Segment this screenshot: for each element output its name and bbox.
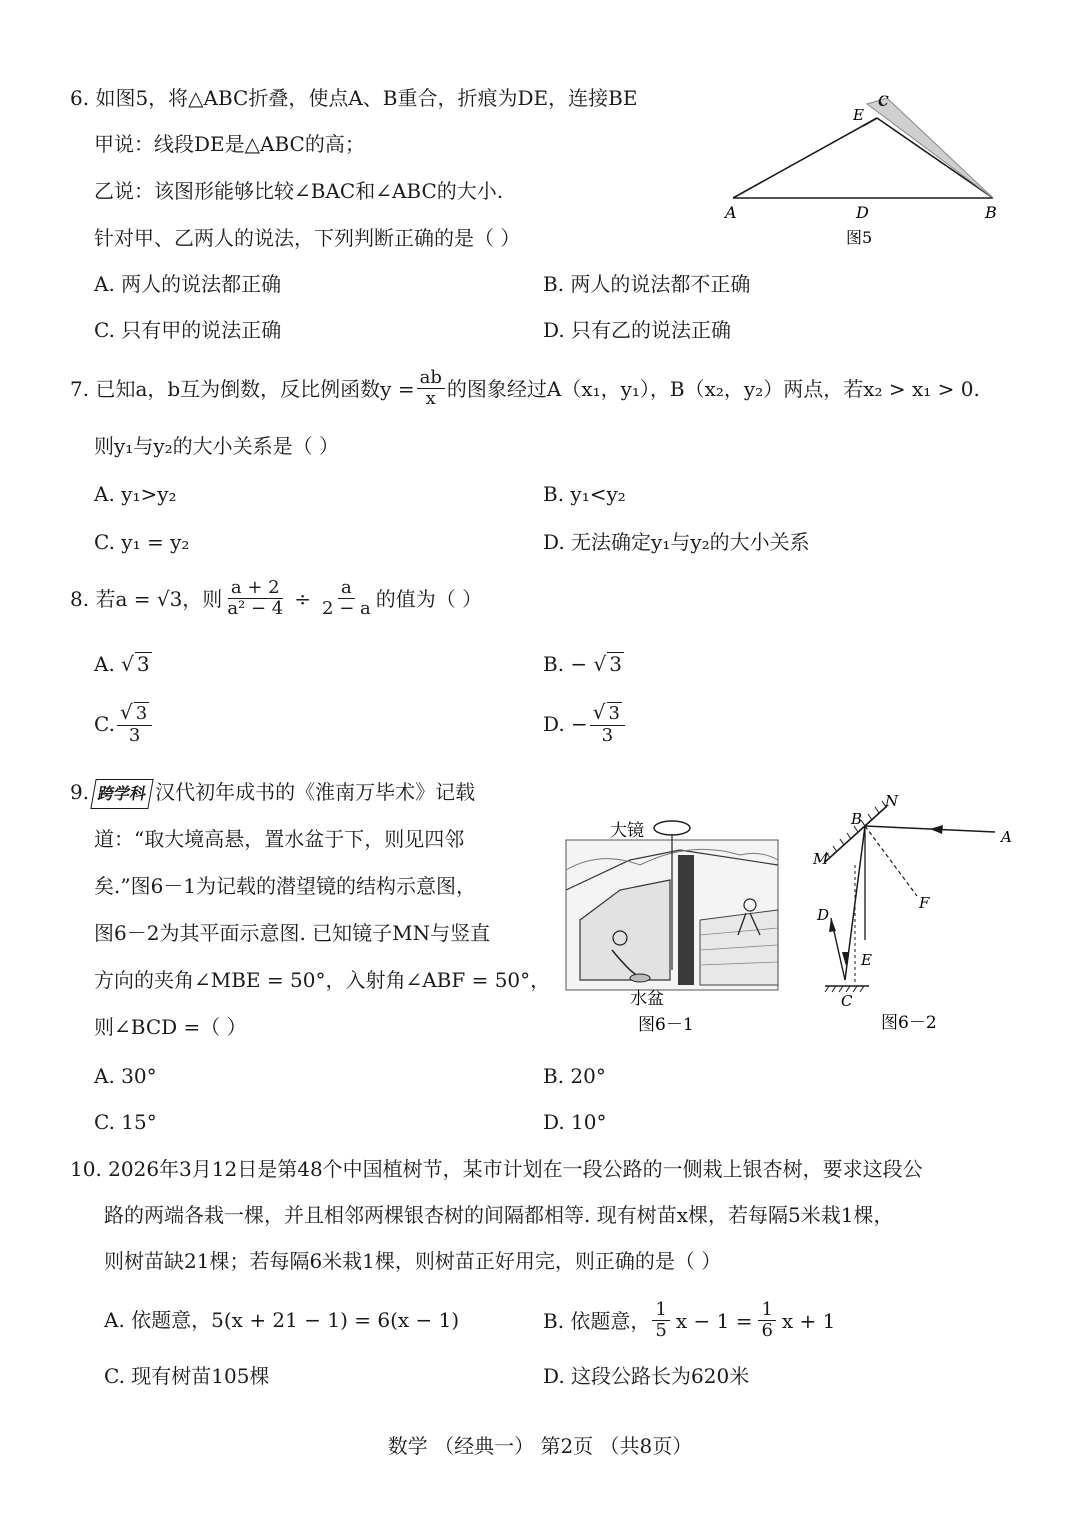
fig6-2-label-d: D: [817, 906, 830, 924]
q10-option-b-n1: 1: [652, 1300, 669, 1321]
q10-option-b-prefix: B. 依题意，: [543, 1308, 651, 1333]
q6-jia-statement: 甲说：线段DE是△ABC的高；: [94, 132, 365, 156]
q9-option-c[interactable]: C. 15°: [94, 1110, 157, 1134]
q7-option-b[interactable]: B. y₁<y₂: [543, 482, 626, 506]
q8-option-a-label: A.: [94, 652, 115, 676]
q8-stem-suffix: 的值为（ ）: [375, 586, 483, 611]
fig5-label-e: E: [853, 106, 864, 124]
q8-option-d-num: 3: [608, 703, 620, 724]
q10-option-c[interactable]: C. 现有树苗105棵: [104, 1364, 270, 1388]
q8-option-d[interactable]: [543, 702, 627, 746]
q8-option-c-fraction: [117, 702, 152, 746]
q10-line-1: 10. 2026年3月12日是第48个中国植树节，某市计划在一段公路的一侧栽上银杏树，要求这段公: [70, 1157, 923, 1181]
sqrt-icon: √: [592, 700, 606, 724]
fig6-1-mirror-label: 大镜: [610, 821, 644, 841]
q10-option-a[interactable]: A. 依题意，5(x + 21 − 1) = 6(x − 1): [104, 1308, 460, 1332]
fig6-2-label-c: C: [841, 992, 853, 1010]
q8-divide-sign: ÷: [294, 586, 312, 611]
q10-option-b-suffix: x + 1: [781, 1308, 836, 1333]
q10-option-b-middle: x − 1 =: [675, 1308, 753, 1333]
q8-option-b-label: B. −: [543, 652, 588, 676]
q7-frac-den: x: [425, 388, 436, 409]
q9-line-4: 图6－2为其平面示意图. 已知镜子MN与竖直: [94, 921, 491, 945]
figure-5-triangle: [715, 90, 1015, 255]
q8-option-b-radicand: 3: [609, 652, 623, 676]
q9-option-d[interactable]: D. 10°: [543, 1110, 607, 1134]
q9-line-3: 矣.”图6－1为记载的潜望镜的结构示意图，: [94, 874, 477, 898]
page-footer: 数学 （经典一） 第2页 （共8页）: [387, 1434, 693, 1458]
fig6-1-basin-label: 水盆: [630, 989, 664, 1009]
q9-line-6: 则∠BCD =（ ）: [94, 1015, 247, 1039]
fig5-label-d: D: [856, 203, 869, 222]
q8-option-c-label: C.: [94, 712, 115, 736]
q9-first-line: [70, 778, 475, 809]
q8-option-b[interactable]: [543, 650, 624, 678]
q6-yi-statement: 乙说：该图形能够比较∠BAC和∠ABC的大小.: [94, 179, 504, 203]
q7-frac-num: ab: [417, 368, 445, 389]
q8-option-c-den: 3: [128, 725, 141, 746]
q8-option-c[interactable]: [94, 702, 154, 746]
q6-option-b[interactable]: B. 两人的说法都不正确: [543, 272, 751, 296]
q7-fraction: [417, 368, 445, 409]
cross-discipline-badge: 跨学科: [90, 779, 153, 809]
q6-option-d[interactable]: D. 只有乙的说法正确: [543, 318, 732, 342]
q7-option-c[interactable]: C. y₁ = y₂: [94, 530, 190, 554]
q10-option-d[interactable]: D. 这段公路长为620米: [543, 1364, 750, 1388]
q10-option-b-frac-1: [652, 1300, 669, 1341]
fig6-2-label-n: N: [885, 792, 899, 810]
q8-fraction-2: [319, 578, 374, 619]
q8-frac1-den: a² − 4: [227, 598, 284, 619]
q7-question: 则y₁与y₂的大小关系是（ ）: [94, 434, 339, 458]
fig6-2-label-m: M: [813, 850, 829, 868]
q7-stem-suffix: 的图象经过A（x₁，y₁），B（x₂，y₂）两点，若x₂ > x₁ > 0.: [446, 376, 980, 401]
q9-number: 9.: [70, 780, 90, 804]
q8-frac2-num: a: [338, 578, 355, 599]
fig6-2-caption: 图6－2: [881, 1013, 937, 1033]
q9-line-2: 道：“取大境高悬，置水盆于下，则见四邻: [94, 827, 465, 851]
fig5-caption: 图5: [846, 228, 873, 247]
q8-option-a[interactable]: [94, 650, 152, 678]
q9-line-5: 方向的夹角∠MBE = 50°，入射角∠ABF = 50°，: [94, 968, 551, 992]
q6-option-c[interactable]: C. 只有甲的说法正确: [94, 318, 282, 342]
fig5-label-b: B: [985, 203, 997, 222]
fig5-label-a: A: [725, 203, 737, 222]
q9-option-a[interactable]: A. 30°: [94, 1064, 157, 1088]
q6-option-a[interactable]: A. 两人的说法都正确: [94, 272, 282, 296]
figure-6-2-diagram: [805, 790, 1030, 1040]
q6-stem: 6. 如图5，将△ABC折叠，使点A、B重合，折痕为DE，连接BE: [70, 86, 638, 110]
sqrt-icon: √: [121, 652, 134, 676]
q10-option-b-frac-2: [758, 1300, 775, 1341]
q8-option-a-radicand: 3: [136, 652, 150, 676]
fig6-2-label-b: B: [851, 810, 863, 828]
q7-stem: [70, 368, 980, 409]
q6-question: 针对甲、乙两人的说法，下列判断正确的是（ ）: [94, 226, 521, 250]
q8-stem-prefix: 8. 若a = √3，则: [70, 586, 223, 611]
q8-frac1-num: a + 2: [228, 578, 283, 599]
q8-frac2-den: 2 − a: [322, 598, 371, 619]
fig6-1-caption: 图6－1: [638, 1015, 694, 1035]
q10-option-b-d2: 6: [761, 1320, 773, 1341]
q8-option-c-num: 3: [135, 703, 148, 724]
sqrt-icon: √: [119, 700, 133, 724]
sqrt-icon: √: [593, 652, 607, 676]
q10-line-2: 路的两端各栽一棵，并且相邻两棵银杏树的间隔都相等. 现有树苗x棵，若每隔5米栽1棵，: [104, 1203, 894, 1227]
q9-option-b[interactable]: B. 20°: [543, 1064, 606, 1088]
q8-option-d-fraction: [590, 702, 625, 746]
q8-fraction-1: [224, 578, 286, 619]
q8-stem: [70, 578, 482, 619]
fig5-label-c: C: [878, 94, 889, 110]
q7-option-a[interactable]: A. y₁>y₂: [94, 482, 177, 506]
q10-option-b[interactable]: [543, 1300, 835, 1341]
fig6-2-label-e: E: [861, 951, 872, 969]
q8-option-d-label: D. −: [543, 712, 588, 736]
q10-line-3: 则树苗缺21棵；若每隔6米栽1棵，则树苗正好用完，则正确的是（ ）: [104, 1249, 722, 1273]
fig6-2-label-a: A: [1001, 828, 1012, 846]
q7-option-d[interactable]: D. 无法确定y₁与y₂的大小关系: [543, 530, 810, 554]
fig6-2-label-f: F: [919, 894, 930, 912]
figure-6-1-illustration: [560, 810, 785, 1040]
q8-option-d-den: 3: [601, 725, 614, 746]
q9-line-1: 汉代初年成书的《淮南万毕术》记载: [155, 780, 476, 804]
q10-option-b-n2: 1: [758, 1300, 775, 1321]
q10-option-b-d1: 5: [655, 1320, 667, 1341]
q7-stem-prefix: 7. 已知a，b互为倒数，反比例函数y =: [70, 376, 415, 401]
